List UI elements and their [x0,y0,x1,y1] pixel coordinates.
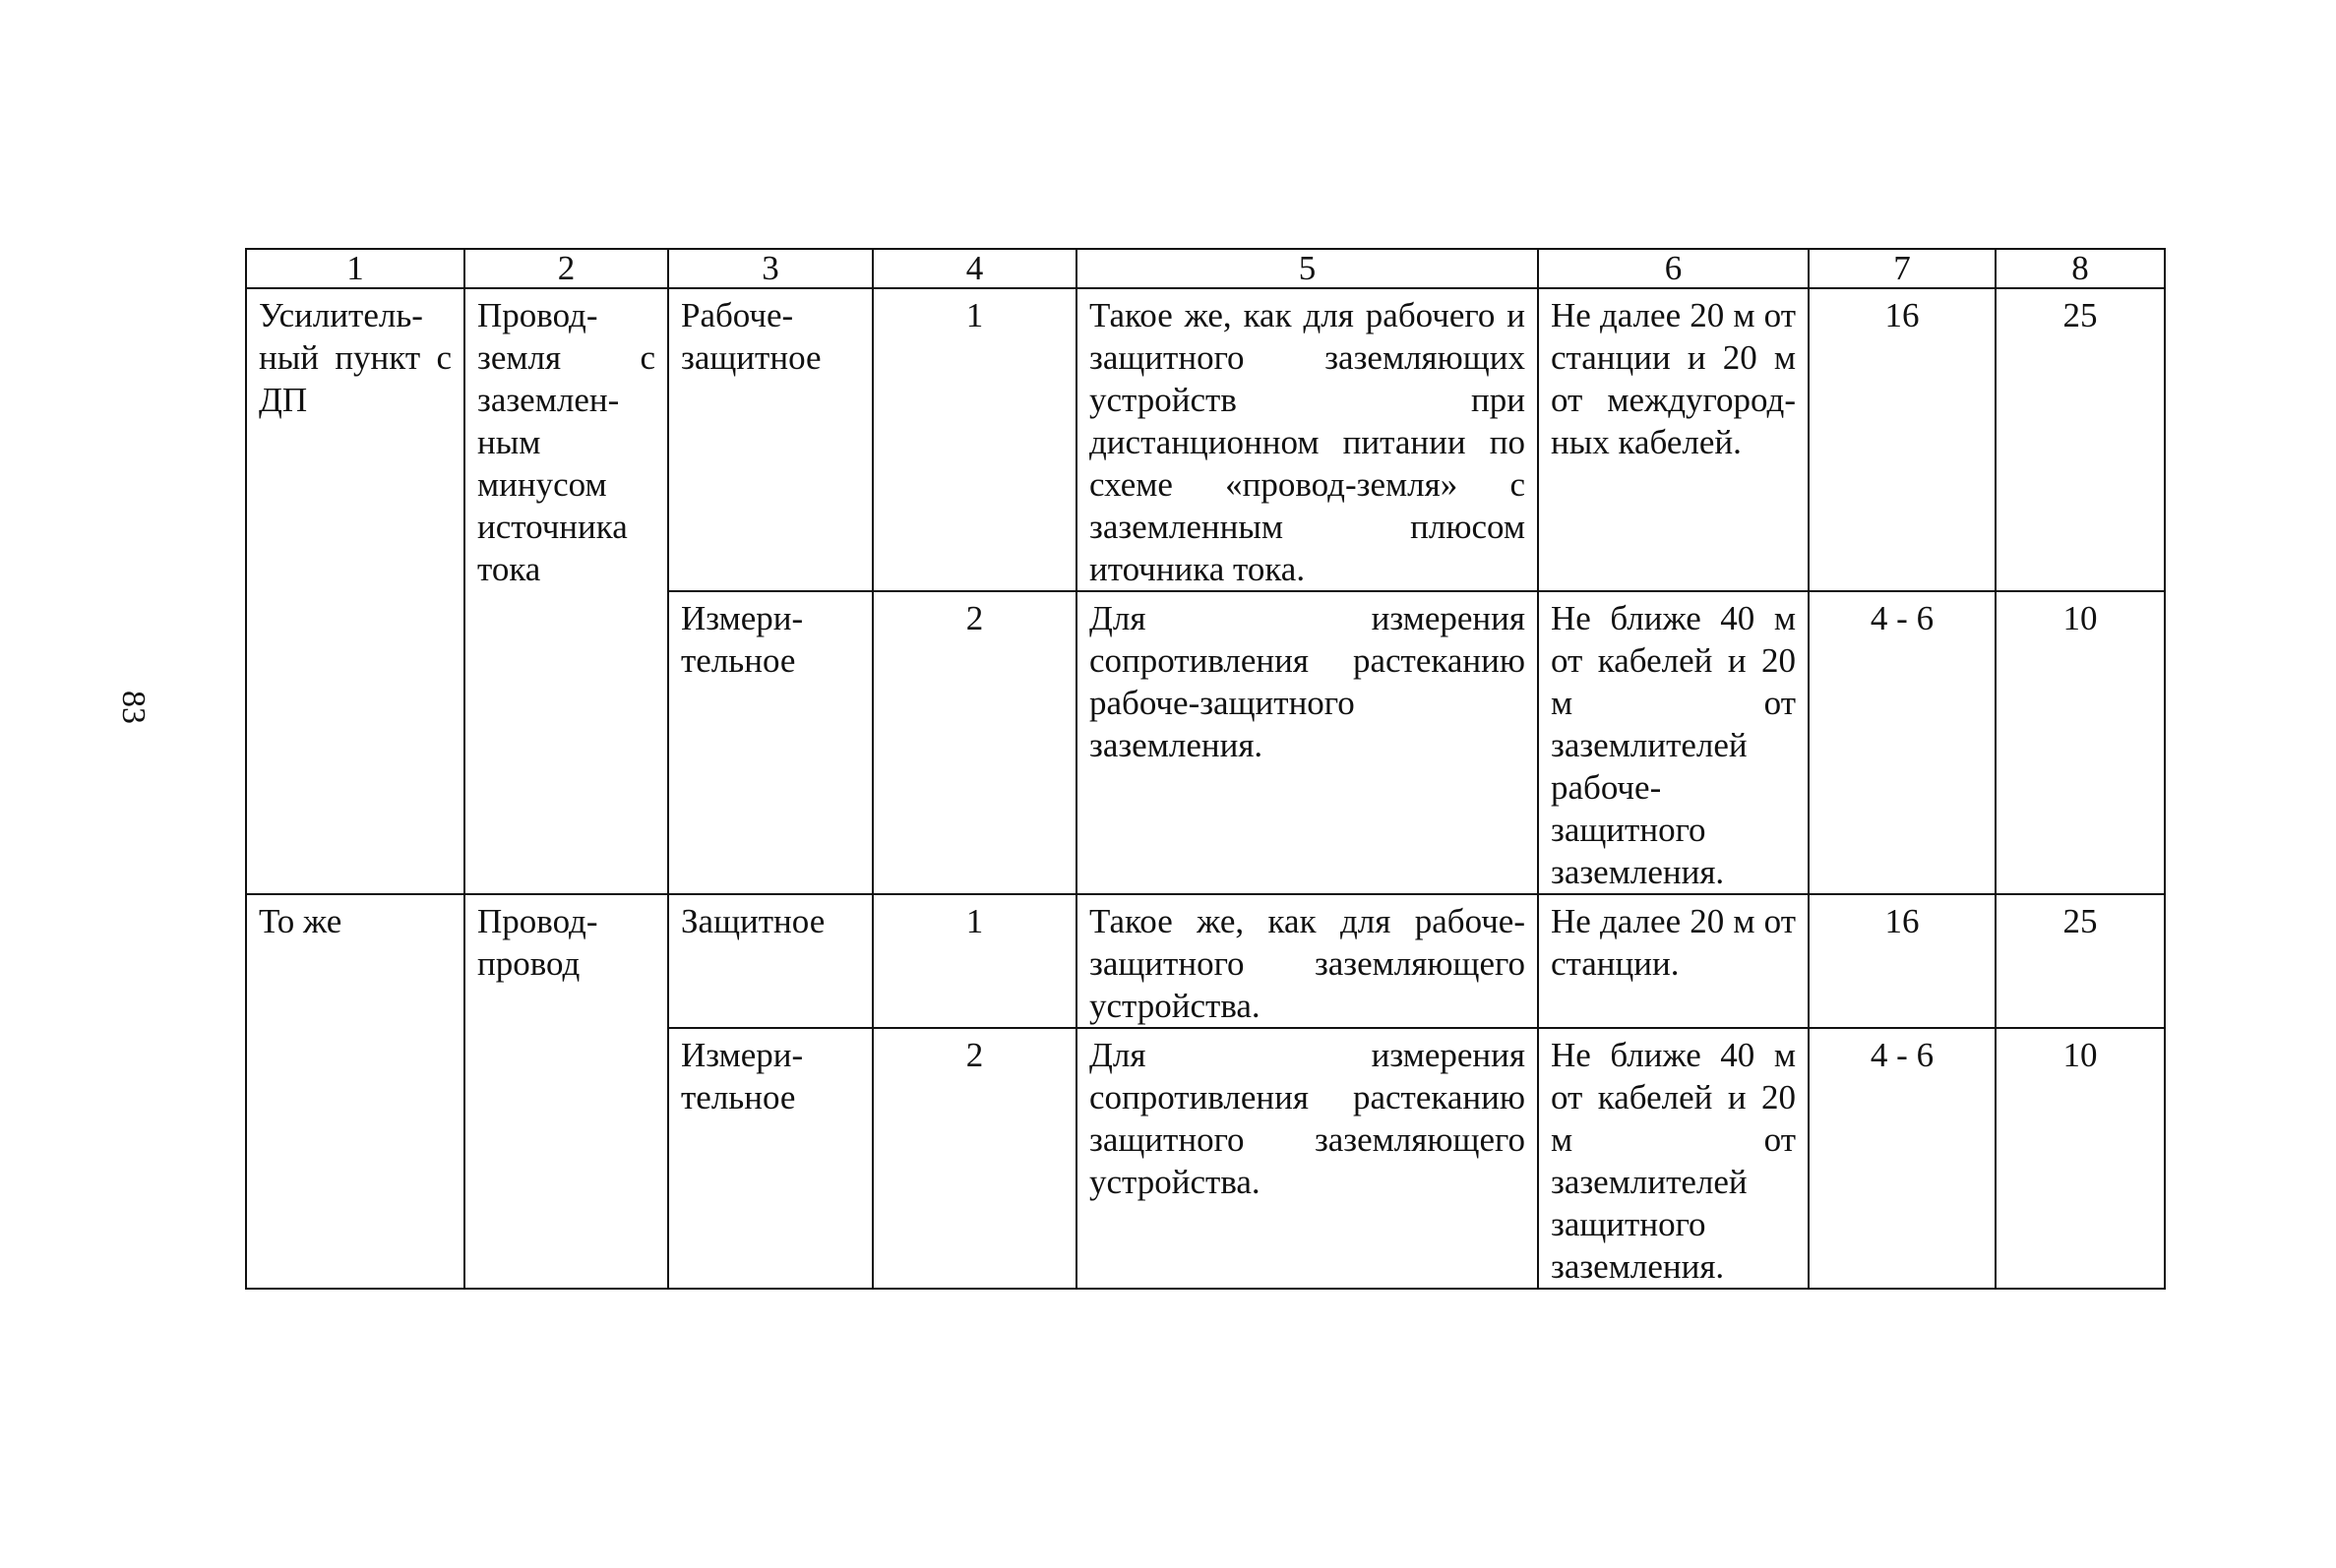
point-cell: Усилитель-ный пункт с ДП [246,288,464,894]
location-cell: Не далее 20 м от станции. [1538,894,1809,1028]
value-cell-col7: 16 [1809,288,1996,591]
grounding-type-cell: Измери-тельное [668,1028,873,1289]
count-cell: 1 [873,894,1076,1028]
column-header: 7 [1809,249,1996,288]
description-cell: Для измерения сопротивления растеканию рабоче-защитного заземления. [1076,591,1538,894]
location-cell: Не ближе 40 м от кабелей и 20 м от заземлителей защитного заземления. [1538,1028,1809,1289]
description-cell: Такое же, как для рабоче-защитного заземляющего устройства. [1076,894,1538,1028]
column-header: 3 [668,249,873,288]
scheme-cell: Провод-земля с заземлен-ным минусом источника тока [464,288,668,894]
column-header: 1 [246,249,464,288]
description-cell: Такое же, как для рабочего и защитного заземляющих устройств при дистанционном питании по схеме «провод-земля» с заземленным плюсом иточника тока. [1076,288,1538,591]
scheme-cell: Провод-провод [464,894,668,1289]
count-cell: 2 [873,591,1076,894]
value-cell-col7: 4 - 6 [1809,591,1996,894]
value-cell-col8: 10 [1996,591,2165,894]
location-cell: Не ближе 40 м от кабелей и 20 м от заземлителей рабоче-защитного заземления. [1538,591,1809,894]
value-cell-col7: 16 [1809,894,1996,1028]
value-cell-col8: 25 [1996,894,2165,1028]
value-cell-col7: 4 - 6 [1809,1028,1996,1289]
column-header: 2 [464,249,668,288]
grounding-type-cell: Защитное [668,894,873,1028]
page-number: 83 [115,691,152,724]
grounding-type-cell: Рабоче-защитное [668,288,873,591]
column-header: 4 [873,249,1076,288]
table-row [246,894,2165,1028]
value-cell-col8: 25 [1996,288,2165,591]
column-header: 5 [1076,249,1538,288]
count-cell: 2 [873,1028,1076,1289]
value-cell-col8: 10 [1996,1028,2165,1289]
count-cell: 1 [873,288,1076,591]
grounding-type-cell: Измери-тельное [668,591,873,894]
description-cell: Для измерения сопротивления растеканию защитного заземляющего устройства. [1076,1028,1538,1289]
location-cell: Не далее 20 м от станции и 20 м от междугород-ных кабелей. [1538,288,1809,591]
data-table [245,248,2166,1290]
table-row [246,288,2165,591]
column-header: 8 [1996,249,2165,288]
column-header: 6 [1538,249,1809,288]
point-cell: То же [246,894,464,1289]
table-header-row [246,249,2165,288]
